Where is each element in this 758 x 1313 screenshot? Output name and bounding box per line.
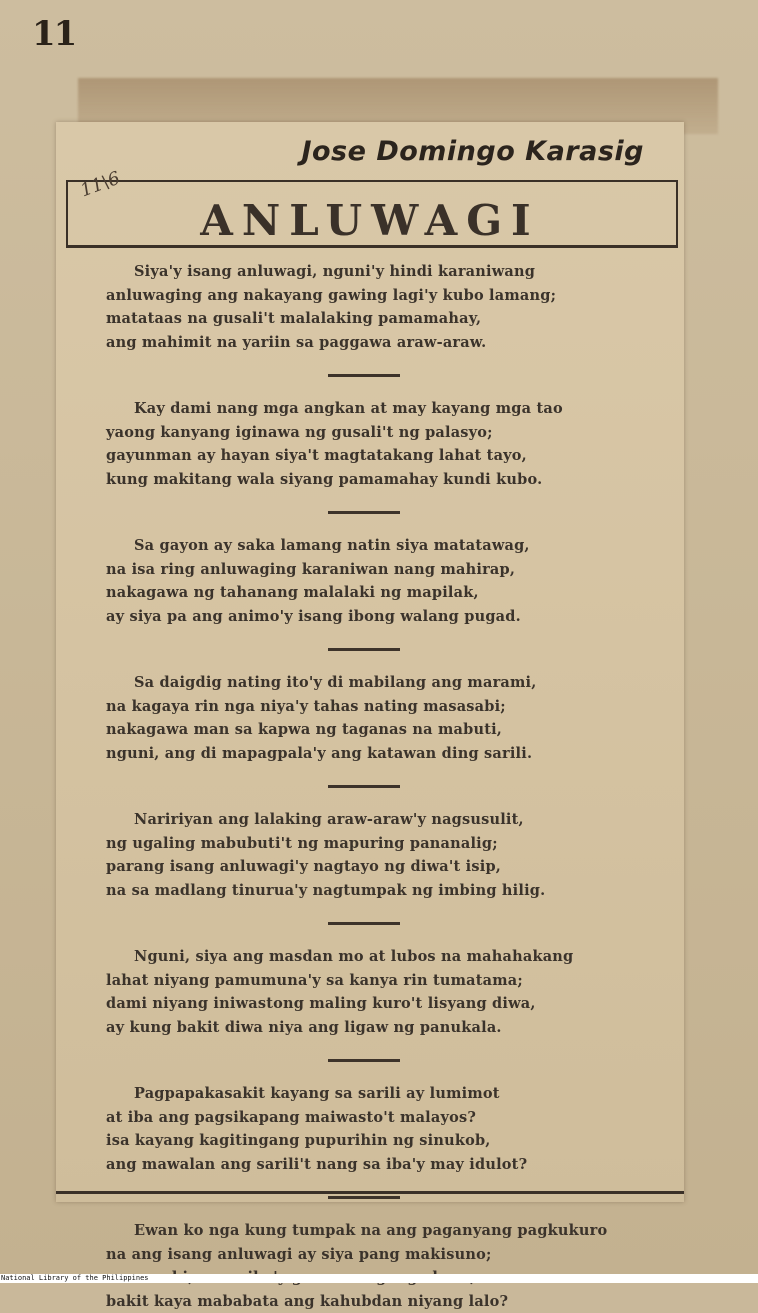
poem-line: yaong kanyang iginawa ng gusali't ng palasyo;	[106, 421, 666, 445]
title-divider	[66, 245, 678, 248]
stanza-3	[106, 534, 666, 628]
stanza-divider	[328, 1196, 400, 1199]
poem-line: nguni, ang di mapagpala'y ang katawan ding sarili.	[106, 742, 666, 766]
poem-line: isa kayang kagitingang pupurihin ng sinukob,	[106, 1129, 666, 1153]
stanza-1	[106, 260, 666, 354]
footer-credit: National Library of the Philippines	[1, 1274, 149, 1283]
stanza-divider	[328, 511, 400, 514]
stanza-divider	[328, 1059, 400, 1062]
poem-line: matataas na gusali't malalaking pamamahay,	[106, 307, 666, 331]
poem-line: ay siya pa ang animo'y isang ibong walang pugad.	[106, 605, 666, 629]
poem-line: Naririyan ang lalaking araw-araw'y nagsusulit,	[106, 808, 666, 832]
poem-line: Siya'y isang anluwagi, nguni'y hindi karaniwang	[106, 260, 666, 284]
poem-title: ANLUWAGI	[56, 196, 684, 245]
poem-line: na ang isang anluwagi ay siya pang makisuno;	[106, 1243, 666, 1267]
poem-line: bakit kaya mababata ang kahubdan niyang lalo?	[106, 1290, 666, 1313]
stanza-4	[106, 671, 666, 765]
stanza-2	[106, 397, 666, 491]
bottom-divider	[56, 1191, 684, 1194]
poem-line: ay kung bakit diwa niya ang ligaw ng panukala.	[106, 1016, 666, 1040]
poem-line: na sa madlang tinurua'y nagtumpak ng imbing hilig.	[106, 879, 666, 903]
poem-line: Sa gayon ay saka lamang natin siya matatawag,	[106, 534, 666, 558]
poem-line: lahat niyang pamumuna'y sa kanya rin tumatama;	[106, 969, 666, 993]
poem-body	[106, 260, 666, 1313]
newspaper-clipping	[56, 122, 684, 1202]
stanza-6	[106, 945, 666, 1039]
stanza-divider	[328, 922, 400, 925]
poem-line: dami niyang iniwastong maling kuro't lisyang diwa,	[106, 992, 666, 1016]
footer-strip	[0, 1274, 758, 1283]
poem-line: gayunman ay hayan siya't magtatakang lahat tayo,	[106, 444, 666, 468]
poem-line: Kay dami nang mga angkan at may kayang mga tao	[106, 397, 666, 421]
poem-line: na isa ring anluwaging karaniwan nang mahirap,	[106, 558, 666, 582]
poem-line: Ewan ko nga kung tumpak na ang paganyang pagkukuro	[106, 1219, 666, 1243]
poem-line: ang mawalan ang sarili't nang sa iba'y may idulot?	[106, 1153, 666, 1177]
poem-line: nakagawa ng tahanang malalaki ng mapilak,	[106, 581, 666, 605]
handwritten-note: 11\6	[78, 168, 123, 202]
stanza-7	[106, 1082, 666, 1176]
stanza-divider	[328, 648, 400, 651]
handwritten-page-number: 11	[32, 14, 75, 54]
author-name: Jose Domingo Karasig	[301, 136, 644, 167]
poem-line: ang mahimit na yariin sa paggawa araw-araw.	[106, 331, 666, 355]
poem-line: anluwaging ang nakayang gawing lagi'y kubo lamang;	[106, 284, 666, 308]
stanza-divider	[328, 374, 400, 377]
poem-line: Sa daigdig nating ito'y di mabilang ang marami,	[106, 671, 666, 695]
poem-line: parang isang anluwagi'y nagtayo ng diwa't isip,	[106, 855, 666, 879]
poem-line: at iba ang pagsikapang maiwasto't malayos?	[106, 1106, 666, 1130]
stanza-5	[106, 808, 666, 902]
poem-line: Pagpapakasakit kayang sa sarili ay lumimot	[106, 1082, 666, 1106]
poem-line: na kagaya rin nga niya'y tahas nating masasabi;	[106, 695, 666, 719]
poem-line: nakagawa man sa kapwa ng taganas na mabuti,	[106, 718, 666, 742]
poem-line: ng ugaling mabubuti't ng mapuring pananalig;	[106, 832, 666, 856]
poem-line: kung makitang wala siyang pamamahay kundi kubo.	[106, 468, 666, 492]
poem-line: Nguni, siya ang masdan mo at lubos na mahahakang	[106, 945, 666, 969]
stanza-8	[106, 1219, 666, 1313]
stanza-divider	[328, 785, 400, 788]
